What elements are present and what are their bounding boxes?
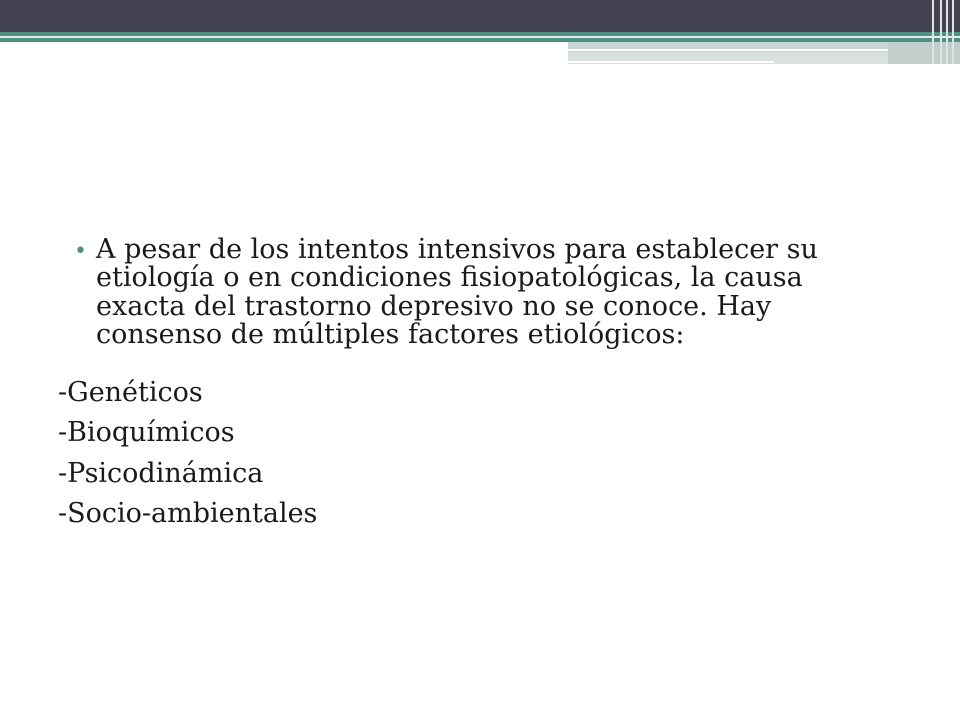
bullet-text: A pesar de los intentos intensivos para establecer su etiología o en condiciones fisiopatológicas, la causa exacta del trastorno depresivo no se conoce. Hay consenso de múltiples factores etiológicos: — [96, 234, 818, 351]
header-step-line-1 — [568, 49, 888, 51]
header-step-line-2 — [568, 61, 774, 63]
header-vertical-bar — [952, 0, 954, 64]
factor-item-psicodinamica: -Psicodinámica — [58, 457, 264, 489]
factor-item-bioquimicos: -Bioquímicos — [58, 417, 235, 449]
header-vertical-bar — [946, 0, 948, 64]
header-vertical-bars — [928, 0, 960, 64]
header-divider-line — [0, 36, 960, 38]
bullet-item — [58, 236, 858, 349]
bullet-icon: • — [74, 239, 87, 264]
header-vertical-bar — [940, 0, 942, 64]
header-vertical-bar — [932, 0, 934, 64]
factor-item-geneticos: -Genéticos — [58, 377, 203, 409]
header-dark-band — [0, 0, 960, 32]
factor-item-socio-ambientales: -Socio-ambientales — [58, 497, 318, 529]
factor-list — [58, 375, 858, 530]
slide-body — [58, 236, 858, 536]
